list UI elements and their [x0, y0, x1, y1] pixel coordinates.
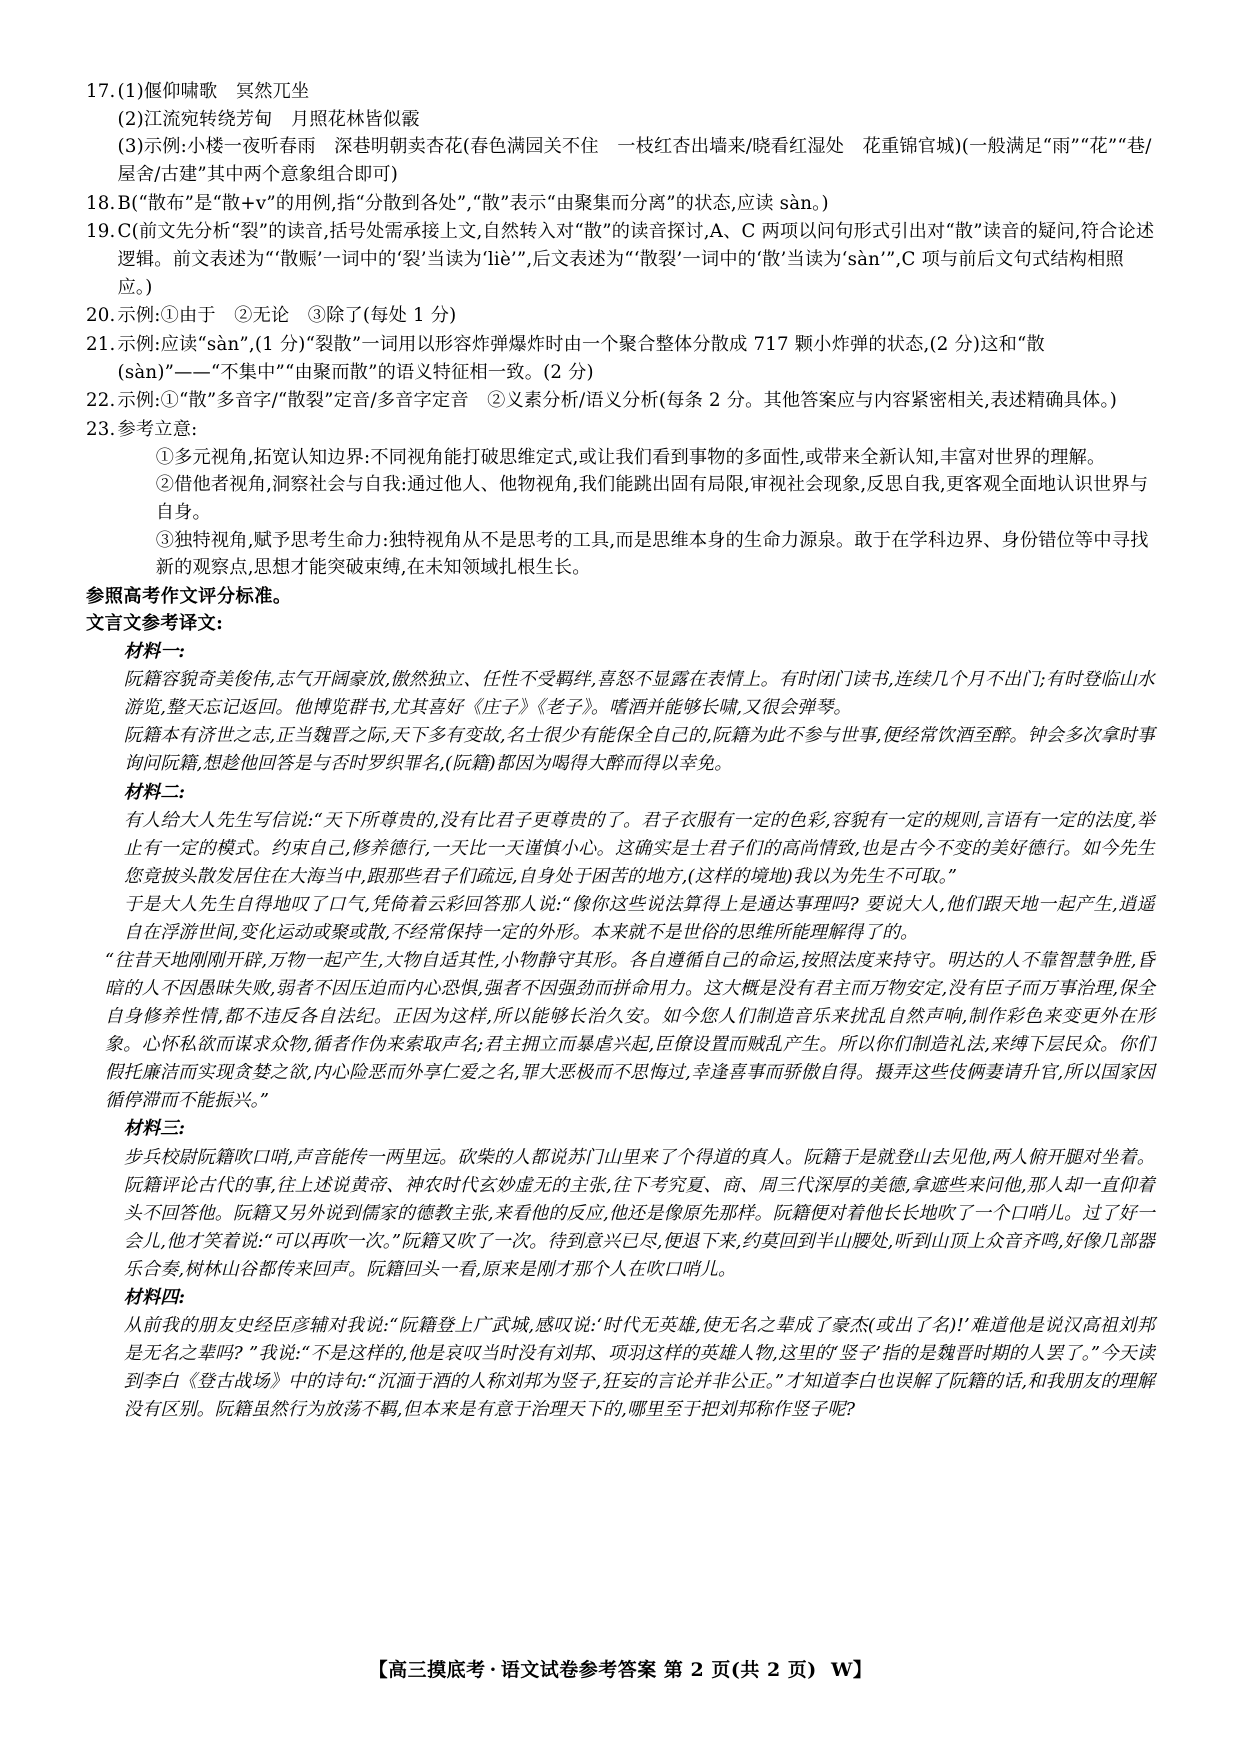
essay-title: 参考立意:	[117, 418, 198, 440]
material-label: 材料三:	[123, 1118, 186, 1140]
answer-item-21	[86, 331, 1155, 386]
translation-heading: 文言文参考译文:	[86, 613, 224, 635]
answer-body	[118, 416, 1155, 582]
material-paragraph: 步兵校尉阮籍吹口哨,声音能传一两里远。砍柴的人都说苏门山里来了个得道的真人。阮籍于是就登山去见他,两人俯开腿对坐着。阮籍评论古代的事,往上述说黄帝、神农时代玄妙虚无的主张,往下考究夏、商、周三代深厚的美德,拿遮些来问他,那人却一直仰着头不回答他。阮籍又另外说到儒家的德教主张,来看他的反应,他还是像原先那样。阮籍便对着他长长地吹了一个口哨儿。过了好一会儿,他才笑着说:“可以再吹一次。”阮籍又吹了一次。待到意兴已尽,便退下来,约莫回到半山腰处,听到山顶上众音齐鸣,好像几部器乐合奏,树林山谷都传来回声。阮籍回头一看,原来是刚才那个人在吹口哨儿。	[123, 1146, 1155, 1280]
answer-line: (2)江流宛转绕芳甸 月照花林皆似霰	[117, 108, 420, 130]
footer-right-bracket: 】	[852, 1659, 873, 1681]
material-paragraph: 于是大人先生自得地叹了口气,凭倚着云彩回答那人说:“像你这些说法算得上是通达事理吗? 要说大人,他们跟天地一起产生,逍遥自在浮游世间,变化运动或聚或散,不经常保持一定的外形。本来就不是世俗的思维所能理解得了的。	[123, 893, 1155, 943]
answer-number: 23.	[86, 418, 116, 440]
answer-body	[118, 218, 1155, 301]
answer-number: 21.	[86, 333, 116, 355]
material-label: 材料四:	[123, 1286, 186, 1308]
answer-body	[118, 190, 1155, 218]
material-paragraph: 阮籍容貌奇美俊伟,志气开阔豪放,傲然独立、任性不受羁绊,喜怒不显露在表情上。有时闭门读书,连续几个月不出门;有时登临山水游览,整天忘记返回。他博览群书,尤其喜好《庄子》《老子》。嗜酒并能够长啸,又很会弹琴。	[123, 669, 1155, 719]
answer-item-18	[86, 190, 1155, 218]
answer-number: 19.	[86, 221, 116, 243]
answer-line: (1)偃仰啸歌 冥然兀坐	[117, 81, 310, 102]
answer-number: 20.	[86, 305, 116, 327]
answer-body	[118, 387, 1155, 415]
answer-number: 17.	[86, 81, 116, 102]
material-label: 材料一:	[123, 641, 186, 663]
answer-line: 示例:①由于 ②无论 ③除了(每处 1 分)	[117, 305, 457, 327]
answer-number: 18.	[86, 192, 116, 214]
footer-left-bracket: 【	[368, 1659, 389, 1681]
material-paragraph: “往昔天地刚刚开辟,万物一起产生,大物自适其性,小物静守其形。各自遵循自己的命运,按照法度来持守。明达的人不靠智慧争胜,昏暗的人不因愚昧失败,弱者不因压迫而内心恐惧,强者不因强劲而拼命用力。这大概是没有君主而万物安定,没有臣子而万事治理,保全自身修养性情,都不违反各自法纪。正因为这样,所以能够长治久安。如今您人们制造音乐来扰乱自然声响,制作彩色来变更外在形象。心怀私欲而谋求众物,循者作伪来索取声名;君主拥立而暴虐兴起,臣僚设置而贼乱产生。所以你们制造礼法,来缚下层民众。你们假托廉洁而实现贪婪之欲,内心险恶而外享仁爱之名,罪大恶极而不思悔过,幸逢喜事而骄傲自得。摄弄这些伎俩妻请升官,所以国家因循停滞而不能振兴。”	[104, 949, 1155, 1112]
essay-point: ①多元视角,拓宽认知边界:不同视角能打破思维定式,或让我们看到事物的多面性,或带来全新认知,丰富对世界的理解。	[155, 446, 1106, 468]
answer-body	[118, 331, 1155, 386]
footer-code: W	[831, 1659, 853, 1681]
page-footer	[0, 1655, 1241, 1682]
material-paragraph: 从前我的朋友史经臣彦辅对我说:“阮籍登上广武城,感叹说:‘时代无英雄,使无名之辈成了豪杰(或出了名)!’难道他是说汉高祖刘邦是无名之辈吗? ”我说:“不是这样的,他是哀叹当时没有刘邦、项羽这样的英雄人物,这里的‘竖子’指的是魏晋时期的人罢了。”今天读到李白《登古战场》中的诗句:“沉湎于酒的人称刘邦为竖子,狂妄的言论并非公正。”才知道李白也误解了阮籍的话,和我朋友的理解没有区别。阮籍虽然行为放荡不羁,但本来是有意于治理天下的,哪里至于把刘邦称作竖子呢?	[123, 1315, 1155, 1421]
footer-separator-dot: ·	[489, 1659, 497, 1681]
answer-number: 22.	[86, 390, 116, 412]
answer-item-23	[86, 416, 1155, 582]
grading-note: 参照高考作文评分标准。	[86, 585, 292, 607]
answer-line: B(“散布”是“散+v”的用例,指“分散到各处”,“散”表示“由聚集而分离”的状态,应读 sàn。)	[117, 192, 829, 214]
answer-item-22	[86, 387, 1155, 415]
answer-item-17	[86, 78, 1155, 189]
material-paragraph: 阮籍本有济世之志,正当魏晋之际,天下多有变故,名士很少有能保全自己的,阮籍为此不参与世事,便经常饮酒至醉。钟会多次拿时事询问阮籍,想趁他回答是与否时罗织罪名,(阮籍)都因为喝得大醉而得以幸免。	[123, 725, 1155, 775]
answer-item-19	[86, 218, 1155, 301]
material-paragraph: 有人给大人先生写信说:“天下所尊贵的,没有比君子更尊贵的了。君子衣服有一定的色彩,容貌有一定的规则,言语有一定的法度,举止有一定的模式。约束自己,修养德行,一天比一天谨慎小心。这确实是士君子们的高尚情致,也是古今不变的美好德行。如今先生您竟披头散发居住在大海当中,跟那些君子们疏远,自身处于困苦的地方,(这样的境地)我以为先生不可取。”	[123, 809, 1155, 887]
answer-item-20	[86, 302, 1155, 330]
answers-section	[86, 78, 1155, 1424]
material-label: 材料二:	[123, 781, 186, 803]
footer-exam-name: 高三摸底考	[388, 1659, 486, 1681]
footer-page-number: 第 2 页(共 2 页)	[663, 1659, 817, 1681]
answer-line: 示例:应读“sàn”,(1 分)“裂散”一词用以形容炸弹爆炸时由一个聚合整体分散成 717 颗小炸弹的状态,(2 分)这和“散(sàn)”——“不集中”“由聚而散”的语义特征相一致。(2 分)	[117, 333, 1045, 383]
answer-line: 示例:①“散”多音字/“散裂”定音/多音字定音 ②义素分析/语义分析(每条 2 分。其他答案应与内容紧密相关,表述精确具体。)	[117, 390, 1118, 412]
footer-paper-name: 语文试卷参考答案	[500, 1659, 657, 1681]
answer-body	[118, 302, 1155, 330]
essay-point: ③独特视角,赋予思考生命力:独特视角从不是思考的工具,而是思维本身的生命力源泉。敢于在学科边界、身份错位等中寻找新的观察点,思想才能突破束缚,在未知领域扎根生长。	[155, 529, 1149, 579]
answer-body	[118, 78, 1155, 189]
answer-line: (3)示例:小楼一夜听春雨 深巷明朝卖杏花(春色满园关不住 一枝红杏出墙来/晓看红湿处 花重锦官城)(一般满足“雨”“花”“巷/屋舍/古建”其中两个意象组合即可)	[117, 136, 1152, 185]
answer-line: C(前文先分析“裂”的读音,括号处需承接上文,自然转入对“散”的读音探讨,A、C 两项以问句形式引出对“散”读音的疑问,符合论述逻辑。前文表述为“‘散赈’一词中的‘裂’当读为‘liè’”,后文表述为“‘散裂’一词中的‘散’当读为‘sàn’”,C 项与前后文句式结构相照应。)	[117, 221, 1155, 298]
translation-section	[86, 638, 1155, 1424]
essay-point: ②借他者视角,洞察社会与自我:通过他人、他物视角,我们能跳出固有局限,审视社会现象,反思自我,更客观全面地认识世界与自身。	[155, 474, 1149, 523]
